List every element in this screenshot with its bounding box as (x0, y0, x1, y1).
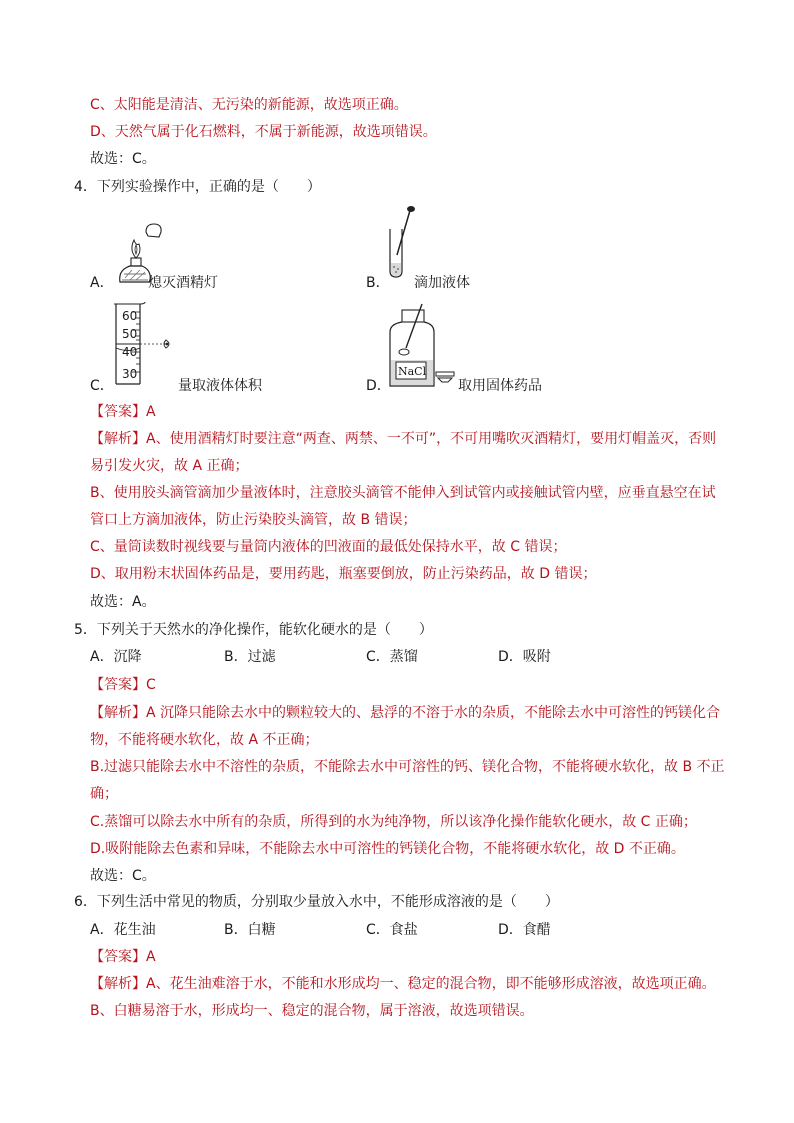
q5-pick: 故选：C。 (90, 868, 156, 884)
q4-option-a-caption: 熄灭酒精灯 (148, 275, 218, 291)
q4-option-b-caption: 滴加液体 (414, 275, 470, 291)
q5-option-a: A．沉降 (90, 649, 142, 665)
q6-option-a: A．花生油 (90, 922, 156, 938)
q4-option-d-caption: 取用固体药品 (458, 378, 542, 394)
q6-option-d: D．食醋 (498, 922, 551, 938)
cylinder-tick-30: 30 (122, 367, 138, 381)
q4-pick: 故选：A。 (90, 594, 156, 610)
q4-option-a-letter: A． (90, 275, 114, 291)
q5-stem: 5．下列关于天然水的净化操作，能软化硬水的是（ ） (74, 622, 433, 638)
q6-answer: 【答案】A (90, 949, 156, 965)
q4-analysis-a: 【解析】A、使用酒精灯时要注意“两查、两禁、一不可”，不可用嘴吹灭酒精灯，要用灯帽盖灭，否则 (90, 431, 717, 447)
q4-analysis-c: C、量筒读数时视线要与量筒内液体的凹液面的最低处保持水平，故 C 错误； (90, 539, 567, 555)
q5-analysis-a: 【解析】A 沉降只能除去水中的颗粒较大的、悬浮的不溶于水的杂质，不能除去水中可溶性的钙镁化合 (90, 705, 721, 721)
q5-option-c: C．蒸馏 (366, 649, 418, 665)
q5-analysis-b: B.过滤只能除去水中不溶性的杂质，不能除去水中可溶性的钙、镁化合物，不能将硬水软化，故 B 不正 (90, 759, 725, 775)
q4-analysis-d: D、取用粉末状固体药品是，要用药匙，瓶塞要倒放，防止污染药品，故 D 错误； (90, 566, 597, 582)
q4-option-d-letter: D． (366, 378, 391, 394)
q6-analysis-b: B、白糖易溶于水，形成均一、稳定的混合物，属于溶液，故选项错误。 (90, 1003, 534, 1019)
q5-option-d: D．吸附 (498, 649, 551, 665)
q5-answer: 【答案】C (90, 677, 156, 693)
q4-option-c-caption: 量取液体体积 (178, 378, 262, 394)
jar-label: NaCl (398, 365, 427, 378)
intro-option-c: C、太阳能是清洁、无污染的新能源，故选项正确。 (90, 97, 408, 113)
q4-analysis-b-cont: 管口上方滴加液体，防止污染胶头滴管，故 B 错误； (90, 512, 417, 528)
q6-option-b: B．白糖 (224, 922, 276, 938)
q6-analysis-a: 【解析】A、花生油难溶于水，不能和水形成均一、稳定的混合物，即不能够形成溶液，故选项正确。 (90, 976, 716, 992)
q6-stem: 6．下列生活中常见的物质，分别取少量放入水中，不能形成溶液的是（ ） (74, 894, 559, 910)
cylinder-tick-50: 50 (122, 327, 138, 341)
q5-option-b: B．过滤 (224, 649, 276, 665)
test-tube-dropper-icon (384, 205, 420, 279)
q4-analysis-a-cont: 易引发火灾，故 A 正确； (90, 458, 249, 474)
q4-option-c-letter: C． (90, 378, 114, 394)
q6-option-c: C．食盐 (366, 922, 418, 938)
q4-answer: 【答案】A (90, 404, 156, 420)
q5-analysis-d: D.吸附能除去色素和异味，不能除去水中可溶性的钙镁化合物，不能将硬水软化，故 D 不正确。 (90, 841, 685, 857)
intro-option-d: D、天然气属于化石燃料，不属于新能源，故选项错误。 (90, 124, 437, 140)
q4-analysis-b: B、使用胶头滴管滴加少量液体时，注意胶头滴管不能伸入到试管内或接触试管内壁，应垂直悬空在试 (90, 485, 716, 501)
cylinder-tick-60: 60 (122, 309, 138, 323)
q5-analysis-c: C.蒸馏可以除去水中所有的杂质，所得到的水为纯净物，所以该净化操作能软化硬水，故 C 正确； (90, 814, 697, 830)
q5-analysis-a-cont: 物，不能将硬水软化，故 A 不正确； (90, 732, 319, 748)
graduated-cylinder-icon (110, 300, 180, 386)
intro-pick: 故选：C。 (90, 151, 156, 167)
q5-analysis-b-cont: 确； (90, 786, 118, 802)
q4-stem: 4．下列实验操作中，正确的是（ ） (74, 179, 321, 195)
q4-option-b-letter: B． (366, 275, 390, 291)
cylinder-tick-40: 40 (122, 345, 138, 359)
